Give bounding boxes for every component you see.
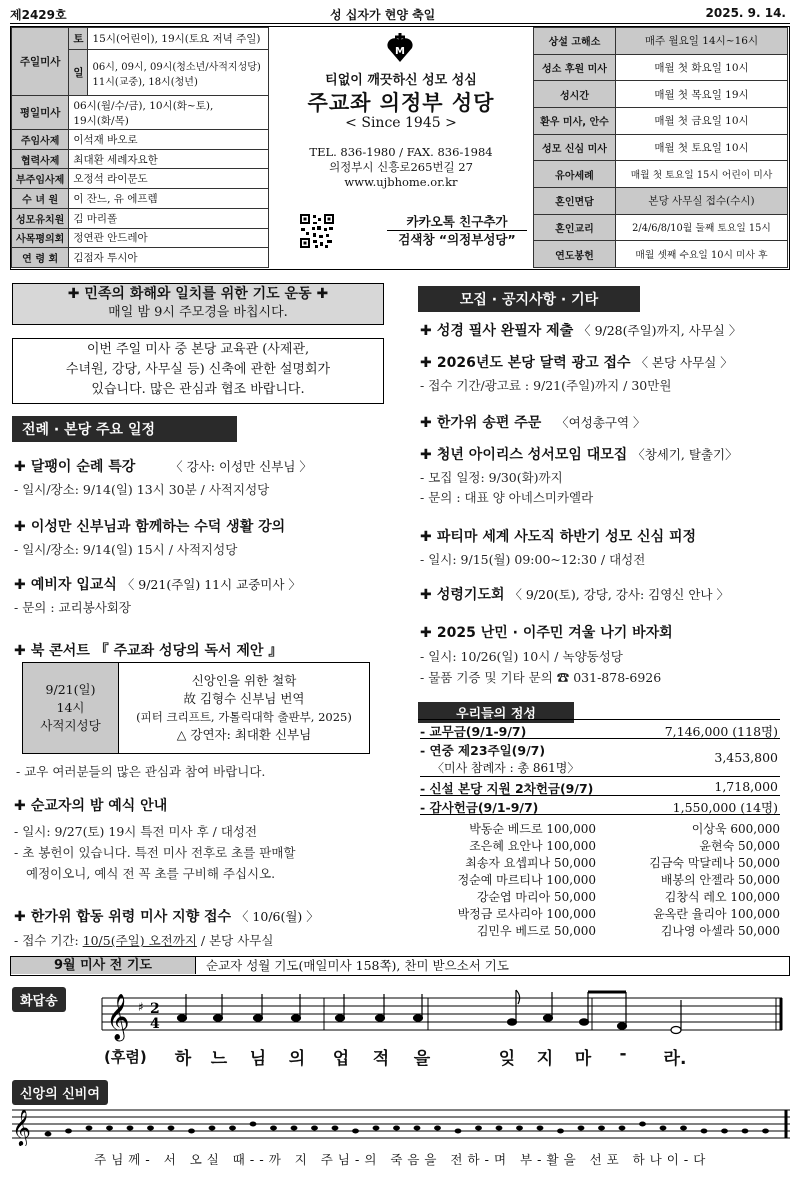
- chant-note: [742, 1129, 749, 1134]
- donor-row: [420, 889, 782, 906]
- psalm-notes: [178, 990, 682, 1034]
- chant-note: [311, 1126, 318, 1131]
- staff-role: 연 령 회: [12, 248, 69, 268]
- section-notice-header: 모집 · 공지사항 · 기타: [418, 286, 640, 312]
- staff-name: 김 마리폴: [69, 208, 269, 228]
- chant-note: [516, 1126, 523, 1131]
- schedule-value: 매월 셋째 수요일 10시 미사 후: [616, 241, 788, 268]
- lyric-syllable: 마: [574, 1049, 592, 1069]
- schedule-label: 연도봉헌: [534, 241, 616, 268]
- cross-icon: ✚: [14, 798, 26, 814]
- donor-entry: 윤옥란 율리아 100,000: [653, 907, 780, 921]
- schedule-value: 2/4/6/8/10월 둘째 토요일 15시: [616, 214, 788, 241]
- chant-note: [86, 1126, 93, 1131]
- chant-note: [45, 1132, 52, 1137]
- chant-note: [414, 1126, 421, 1131]
- header-block: [10, 26, 790, 270]
- schedule-row: [534, 187, 788, 214]
- parish-tel: TEL. 836-1980 / FAX. 836-1984: [309, 145, 493, 159]
- pre-mass-prayer-label: 9월 미사 전 기도: [11, 957, 196, 974]
- donor-row: [420, 821, 782, 838]
- offering-divider: [418, 719, 780, 720]
- label-weekday-mass: 평일미사: [12, 96, 69, 130]
- chant-note: [393, 1126, 400, 1131]
- staff-name: 김점자 투시아: [69, 248, 269, 268]
- donor-entry: 이상욱 600,000: [691, 822, 780, 836]
- schedule-value: 매월 첫 목요일 19시: [616, 81, 788, 108]
- list-item: ✚ 청년 아이리스 성서모임 대모집 〈창세기, 탈출기〉 - 모집 일정: 9/30(화)까지 - 문의 : 대표 양 아네스미카엘라: [420, 447, 738, 505]
- donor-entry: 윤현숙 50,000: [699, 839, 780, 853]
- chant-note: [168, 1126, 175, 1131]
- list-item: ✚ 2025 난민 · 이주민 겨울 나기 바자회 - 일시: 10/26(일) 10시 / 녹양동성당 - 물품 기증 및 기타 문의 ☎ 031-878-6926: [420, 625, 673, 685]
- kakao-add-friend: 카카오톡 친구추가: [387, 213, 527, 231]
- lyric-syllable: 업: [332, 1049, 350, 1069]
- peace-prayer-title: ✚ 민족의 화해와 일치를 위한 기도 운동 ✚: [67, 286, 329, 302]
- peace-prayer-box: [12, 283, 384, 325]
- label-sat: 토: [69, 28, 88, 50]
- martyr-night: ✚ 순교자의 밤 예식 안내 - 일시: 9/27(토) 19시 특전 미사 후 / 대성전 - 초 봉헌이 있습니다. 특전 미사 전후로 초를 판매할 예정이오니, 예식 전 꼭 초를 구비해 주십시오.: [14, 798, 296, 881]
- schedule-row: [534, 107, 788, 134]
- parish-motto: 티없이 깨끗하신 성모 성심: [325, 73, 477, 88]
- parish-info: [269, 27, 533, 268]
- schedule-label: 유아세례: [534, 161, 616, 188]
- issue-number: 제2429호: [10, 8, 67, 22]
- pre-mass-prayer-text: 순교자 성월 기도(매일미사 158쪽), 찬미 받으소서 기도: [206, 958, 509, 973]
- donor-entry: 조은혜 요안나 100,000: [469, 839, 596, 853]
- cross-icon: ✚: [14, 577, 26, 593]
- chant-note: [434, 1126, 441, 1131]
- donor-row: [420, 855, 782, 872]
- book-concert-title: ✚ 북 콘서트 『 주교좌 성당의 독서 제안 』: [14, 643, 283, 659]
- list-item: ✚ 이성만 신부님과 함께하는 수덕 생활 강의 - 일시/장소: 9/14(일) 15시 / 사적지성당: [14, 519, 286, 557]
- donor-entry: 박정금 로사리아 100,000: [457, 907, 596, 921]
- lyric-syllable: 지: [536, 1049, 554, 1069]
- book-concert-table: [22, 662, 370, 754]
- cross-icon: ✚: [420, 529, 432, 545]
- lyric-syllable: 의: [288, 1049, 306, 1069]
- lyric-syllable: -: [619, 1044, 627, 1064]
- svg-text:M: M: [395, 46, 405, 57]
- chant-note: [496, 1126, 503, 1131]
- donor-list: [420, 821, 782, 940]
- cross-icon: ✚: [14, 519, 26, 535]
- schedule-value: 매월 첫 토요일 10시: [616, 134, 788, 161]
- schedule-row: [534, 161, 788, 188]
- donor-entry: 김민우 베드로 50,000: [476, 924, 596, 938]
- kakao-info: [387, 213, 527, 248]
- peace-prayer-sub: 매일 밤 9시 주모경을 바칩시다.: [108, 305, 288, 320]
- liturgy-list: [14, 456, 386, 632]
- donor-entry: 박동순 베드로 100,000: [469, 822, 596, 836]
- svg-text:♯: ♯: [138, 1000, 144, 1014]
- book-concert-detail: 신앙인을 위한 철학 故 김형수 신부님 번역 (피터 크리프트, 가톨릭대학 출판부, 2025) △ 강연자: 최대환 신부님: [119, 663, 370, 754]
- sun-mass-times: 06시, 09시, 09시(청소년/사적지성당) 11시(교중), 18시(청년): [88, 50, 269, 96]
- donor-row: [420, 923, 782, 940]
- chant-note: [475, 1126, 482, 1131]
- chant-note: [291, 1126, 298, 1131]
- list-item: ✚ 예비자 입교식 〈 9/21(주일) 11시 교중미사 〉 - 문의 : 교리봉사회장: [14, 577, 301, 615]
- parish-since: < Since 1945 >: [345, 115, 457, 131]
- list-item: ✚ 달팽이 순례 특강 〈 강사: 이성만 신부님 〉 - 일시/장소: 9/14(일) 13시 30분 / 사적지성당: [14, 459, 312, 497]
- staff-role: 부주임사제: [12, 169, 69, 189]
- feast-title: 성 십자가 현양 축일: [330, 8, 436, 22]
- list-item: ✚ 성경 필사 완필자 제출 〈 9/28(주일)까지, 사무실 〉: [420, 323, 742, 339]
- schedule-label: 성시간: [534, 81, 616, 108]
- issue-date: 2025. 9. 14.: [705, 6, 786, 20]
- notice-list: [420, 320, 790, 702]
- qr-code-icon[interactable]: [299, 213, 335, 249]
- psalm-lyrics: [0, 1044, 800, 1069]
- staff-name: 이석재 바오로: [69, 130, 269, 150]
- list-item: ✚ 한가위 송편 주문 〈여성총구역 〉: [420, 415, 646, 431]
- donor-entry: 정순예 마르티나 100,000: [457, 873, 596, 887]
- staff-role: 사목평의회: [12, 228, 69, 248]
- chant-note: [147, 1126, 154, 1131]
- donor-row: [420, 838, 782, 855]
- chant-note: [557, 1129, 564, 1134]
- schedule-value: 매월 첫 토요일 15시 어린이 미사: [616, 161, 788, 188]
- construction-notice: 이번 주일 미사 중 본당 교육관 (사제관, 수녀원, 강당, 사무실 등) 신축에 관한 설명회가 있습니다. 많은 관심과 협조 바랍니다.: [12, 338, 384, 404]
- chant-note: [332, 1126, 339, 1131]
- staff-role: 주임사제: [12, 130, 69, 150]
- chant-note: [127, 1126, 134, 1131]
- schedule-label: 환우 미사, 안수: [534, 107, 616, 134]
- donor-entry: 김금숙 막달레나 50,000: [649, 856, 780, 870]
- sat-mass-times: 15시(어린이), 19시(토요 저녁 주일): [88, 28, 269, 50]
- staff-role: 성모유치원: [12, 208, 69, 228]
- offering-row: - 감사헌금(9/1-9/7) 1,550,000 (14명): [420, 800, 778, 815]
- donor-row: [420, 906, 782, 923]
- lyric-syllable: 하: [174, 1049, 192, 1069]
- cross-icon: ✚: [14, 643, 26, 659]
- cross-icon: ✚: [420, 587, 432, 603]
- lyric-syllable: 느: [210, 1049, 228, 1069]
- schedule-label: 성소 후원 미사: [534, 54, 616, 81]
- parish-address: 의정부시 신흥로265번길 27: [329, 160, 473, 174]
- chant-note: [762, 1129, 769, 1134]
- schedule-row: [534, 54, 788, 81]
- chant-note: [65, 1129, 72, 1134]
- mass-schedule-table: [11, 27, 269, 268]
- chant-note: [106, 1126, 113, 1131]
- staff-name: 최대환 세례자요한: [69, 149, 269, 169]
- cross-icon: ✚: [14, 909, 26, 925]
- lyric-syllable: 라.: [663, 1049, 687, 1069]
- chant-note: [209, 1126, 216, 1131]
- cross-icon: ✚: [14, 459, 26, 475]
- chant-note: [188, 1129, 195, 1134]
- psalm-label: 화답송: [12, 987, 66, 1012]
- list-item: ✚ 파티마 세계 사도직 하반기 성모 신심 피정 - 일시: 9/15(월) 09:00~12:30 / 대성전: [420, 529, 697, 567]
- offering-header: 우리들의 정성: [418, 702, 574, 723]
- parish-name: 주교좌 의정부 성당: [307, 91, 495, 115]
- schedule-row: [534, 214, 788, 241]
- chant-note: [250, 1122, 257, 1127]
- psalm-refrain-label: (후렴): [104, 1048, 147, 1066]
- parish-website[interactable]: www.ujbhome.or.kr: [344, 175, 458, 189]
- donor-entry: 배봉의 안젤라 50,000: [660, 873, 780, 887]
- offering-row: - 연중 제23주일(9/7) 3,453,800 〈미사 참례자 : 총 861명〉: [420, 743, 778, 775]
- donor-entry: 김나영 아셀라 50,000: [660, 924, 780, 938]
- chant-note: [619, 1126, 626, 1131]
- staff-name: 이 잔느, 유 에프렘: [69, 189, 269, 209]
- schedule-value: 본당 사무실 접수(수시): [616, 187, 788, 214]
- chant-note: [680, 1126, 687, 1131]
- schedule-label: 혼인교리: [534, 214, 616, 241]
- lyric-syllable: 적: [372, 1049, 390, 1069]
- schedule-row: [534, 134, 788, 161]
- chant-note: [537, 1126, 544, 1131]
- schedule-value: 매월 첫 화요일 10시: [616, 54, 788, 81]
- list-item: ✚ 2026년도 본당 달력 광고 접수 〈 본당 사무실 〉 - 접수 기간/광고료 : 9/21(주일)까지 / 30만원: [420, 355, 733, 393]
- donor-entry: 강순엽 마리아 50,000: [476, 890, 596, 904]
- lyric-syllable: 을: [413, 1049, 431, 1069]
- chant-note: [701, 1129, 708, 1134]
- label-sunday-mass: 주일미사: [12, 28, 69, 96]
- chant-note: [352, 1129, 359, 1134]
- staff-name: 오정석 라이문도: [69, 169, 269, 189]
- sacrament-schedule-table: [533, 27, 788, 268]
- staff-name: 정연관 안드레아: [69, 228, 269, 248]
- chant-note: [455, 1129, 462, 1134]
- staff-role: 협력사제: [12, 149, 69, 169]
- lyric-syllable: 님: [249, 1049, 267, 1069]
- schedule-value: 매주 월요일 14시~16시: [616, 28, 788, 55]
- creed-lyrics: 주 님 께 - 서 오 실 때 - - 까 지 주 님 - 의 죽 음 을 전 하 - 며 부 - 활 을 선 포 하 나 이 - 다: [94, 1152, 706, 1167]
- offering-row: - 교무금(9/1-9/7) 7,146,000 (118명): [420, 724, 778, 739]
- parish-contact: [269, 145, 533, 190]
- donor-entry: 최송자 요셉피나 50,000: [465, 856, 596, 870]
- cross-icon: ✚: [420, 625, 432, 641]
- schedule-row: [534, 28, 788, 55]
- cross-icon: ✚: [420, 415, 432, 431]
- chant-note: [598, 1126, 605, 1131]
- schedule-row: [534, 241, 788, 268]
- chant-note: [373, 1126, 380, 1131]
- schedule-label: 상설 고해소: [534, 28, 616, 55]
- chant-note: [639, 1122, 646, 1127]
- cross-icon: ✚: [420, 355, 432, 371]
- staff-role: 수 녀 원: [12, 189, 69, 209]
- masthead-line: [10, 6, 790, 24]
- chant-note: [229, 1126, 236, 1131]
- chant-note: [660, 1126, 667, 1131]
- book-concert-when: 9/21(일) 14시 사적지성당: [23, 663, 119, 754]
- lyric-syllable: 잊: [498, 1049, 516, 1069]
- book-concert-note: - 교우 여러분들의 많은 관심과 참여 바랍니다.: [16, 764, 266, 779]
- treble-clef-icon: 𝄞: [12, 1108, 31, 1146]
- treble-clef-icon: 𝄞: [106, 994, 130, 1040]
- chant-note: [578, 1126, 585, 1131]
- svg-text:4: 4: [150, 1016, 160, 1032]
- cross-icon: ✚: [420, 447, 432, 463]
- schedule-label: 혼인면담: [534, 187, 616, 214]
- list-item: ✚ 성령기도회 〈 9/20(토), 강당, 강사: 김영신 안나 〉: [420, 587, 729, 603]
- sacred-heart-logo-icon: [385, 33, 415, 63]
- schedule-value: 매월 첫 금요일 10시: [616, 107, 788, 134]
- offering-row: - 신설 본당 지원 2차헌금(9/7) 1,718,000: [420, 779, 778, 796]
- schedule-label: 성모 신심 미사: [534, 134, 616, 161]
- memorial-mass: ✚ 한가위 합동 위령 미사 지향 접수 〈 10/6(월) 〉 - 접수 기간: 10/5(주일) 오전까지 / 본당 사무실: [14, 909, 319, 948]
- section-liturgy-header: 전례 · 본당 주요 일정: [12, 416, 237, 442]
- chant-note: [721, 1129, 728, 1134]
- schedule-row: [534, 81, 788, 108]
- weekday-mass-times: 06시(월/수/금), 10시(화~토), 19시(화/목): [69, 96, 269, 130]
- donor-entry: 김창식 레오 100,000: [664, 890, 780, 904]
- chant-note: [270, 1126, 277, 1131]
- kakao-search: 검색창 “의정부성당”: [398, 232, 516, 247]
- svg-text:2: 2: [150, 1001, 160, 1017]
- label-sun: 일: [69, 50, 88, 96]
- creed-label: 신앙의 신비여: [12, 1080, 108, 1105]
- donor-row: [420, 872, 782, 889]
- creed-music-staff: [8, 1104, 792, 1146]
- cross-icon: ✚: [420, 323, 432, 339]
- pre-mass-prayer-bar: [10, 956, 790, 976]
